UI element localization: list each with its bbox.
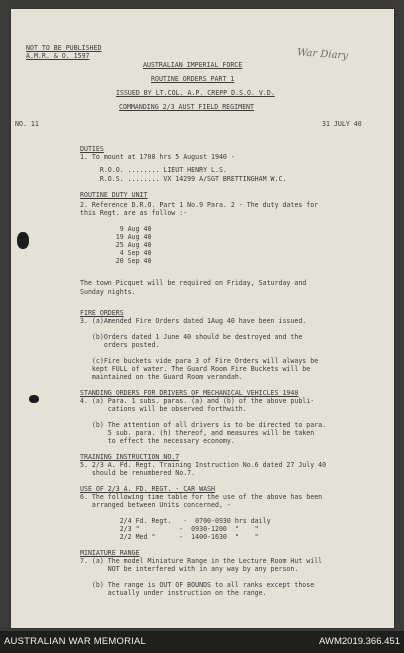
section-line: actually under instruction on the range. — [80, 589, 267, 597]
section-line: Sunday nights. — [80, 288, 136, 296]
routine-orders-title: ROUTINE ORDERS PART 1 — [151, 75, 235, 83]
section-line: orders posted. — [80, 341, 160, 349]
section-line: 1. To mount at 1700 hrs 5 August 1940 - — [80, 153, 235, 161]
section-heading: STANDING ORDERS FOR DRIVERS OF MECHANICAL VEHICLES 1940 — [80, 389, 299, 397]
section-line: 5. 2/3 A. Fd. Regt. Training Instruction No.6 dated 27 July 40 — [80, 461, 327, 469]
section-line: NOT be interfered with in any way by any person. — [80, 565, 299, 573]
document-page — [11, 9, 394, 628]
section-line: 2/4 Fd. Regt. - 0700-0930 hrs daily — [80, 517, 271, 525]
section-line: this Regt. are as follow :- — [80, 209, 188, 217]
section-line: (b) The range is OUT OF BOUNDS to all ranks except those — [80, 581, 315, 589]
section-heading: DUTIES — [80, 145, 104, 153]
punch-hole — [29, 395, 39, 403]
section-line: 7. (a) The model Miniature Range in the Lecture Room Hut will — [80, 557, 323, 565]
section-line: 20 Sep 40 — [80, 257, 152, 265]
section-line: 19 Aug 40 — [80, 233, 152, 241]
order-number: NO. 11 — [15, 120, 39, 128]
section-line: 2. Reference D.R.O. Part 1 No.9 Para. 2 - The duty dates for — [80, 201, 319, 209]
order-date: 31 JULY 40 — [322, 120, 362, 128]
section-line: 6. The following time table for the use of the above has been — [80, 493, 323, 501]
section-line: arranged between Units concerned, - — [80, 501, 231, 509]
section-heading: USE OF 2/3 A. FD. REGT. - CAR WASH — [80, 485, 215, 493]
section-line: kept FULL of water. The Guard Room Fire Buckets will be — [80, 365, 311, 373]
section-line: 9 Aug 40 — [80, 225, 152, 233]
section-line: (c)Fire buckets vide para 3 of Fire Orders will always be — [80, 357, 319, 365]
issued-by-line: ISSUED BY LT.COL. A.P. CREPP D.S.O. V.D. — [116, 89, 275, 97]
section-line: 2/2 Med " - 1400-1630 " " — [80, 533, 259, 541]
section-heading: FIRE ORDERS — [80, 309, 124, 317]
section-line: 5 sub. para. (h) thereof, and measures will be taken — [80, 429, 315, 437]
section-line: cations will be observed forthwith. — [80, 405, 247, 413]
section-line: 4 Sep 40 — [80, 249, 152, 257]
section-line: 25 Aug 40 — [80, 241, 152, 249]
force-title: AUSTRALIAN IMPERIAL FORCE — [143, 61, 243, 69]
handwritten-annotation: War Diary — [296, 47, 349, 62]
section-heading: ROUTINE DUTY UNIT — [80, 191, 148, 199]
section-line: 2/3 " - 0930-1200 " " — [80, 525, 259, 533]
section-line: to effect the necessary economy. — [80, 437, 235, 445]
section-line: 3. (a)Amended Fire Orders dated 1Aug 40 have been issued. — [80, 317, 307, 325]
section-line: maintained on the Guard Room verandah. — [80, 373, 243, 381]
section-line: The town Picquet will be required on Friday, Saturday and — [80, 279, 307, 287]
section-line: R.O.O. ........ LIEUT HENRY L.S. — [80, 166, 227, 174]
section-line: (b)Orders dated 1 June 40 should be destroyed and the — [80, 333, 303, 341]
section-heading: MINIATURE RANGE — [80, 549, 140, 557]
archive-footer — [0, 631, 404, 653]
section-line: 4. (a) Para. 1 subs. paras. (a) and (b) of the above publi- — [80, 397, 315, 405]
section-heading: TRAINING INSTRUCTION NO.7 — [80, 453, 180, 461]
commanding-line: COMMANDING 2/3 AUST FIELD REGIMENT — [119, 103, 254, 111]
section-line: (b) The attention of all drivers is to be directed to para. — [80, 421, 327, 429]
section-line: should be renumbered No.7. — [80, 469, 196, 477]
amr-reference: A.M.R. & O. 1597 — [26, 52, 90, 60]
footer-accession-number: AWM2019.366.451 — [319, 636, 400, 647]
footer-institution: AUSTRALIAN WAR MEMORIAL — [4, 636, 147, 647]
not-published-label: NOT TO BE PUBLISHED — [26, 44, 102, 52]
section-line: R.O.S. ........ VX 14299 A/SGT BRETTINGHAM W.C. — [80, 175, 287, 183]
punch-hole — [17, 232, 29, 249]
